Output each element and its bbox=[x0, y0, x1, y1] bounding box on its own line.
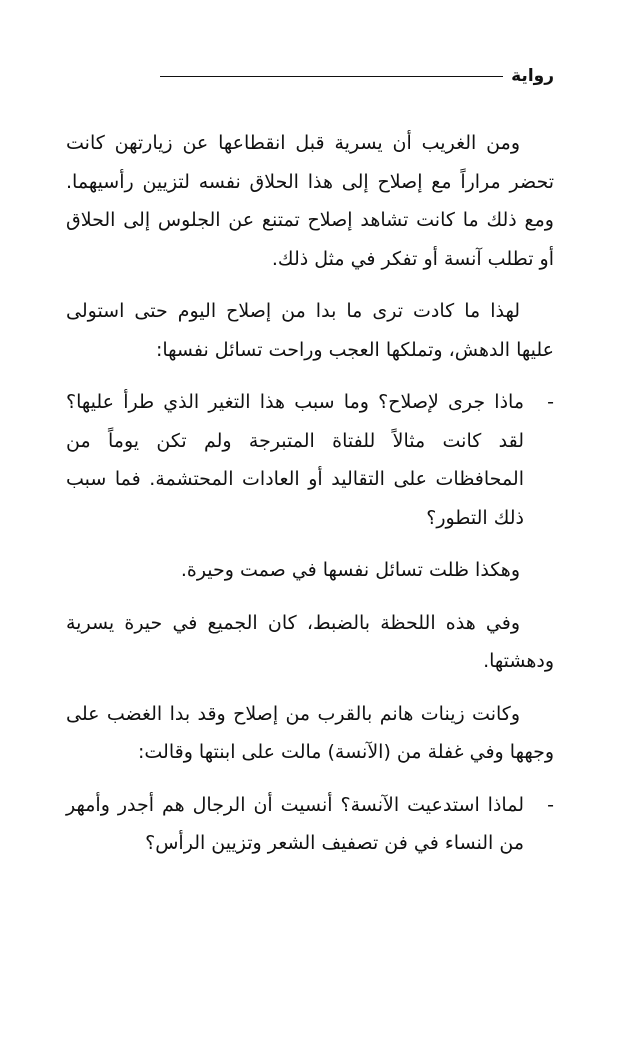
running-header bbox=[160, 62, 554, 90]
dialogue-dash: - bbox=[547, 793, 554, 816]
dialogue-2 bbox=[66, 786, 554, 863]
header-rule bbox=[160, 76, 503, 77]
body-text bbox=[66, 124, 554, 877]
dialogue-text: لماذا استدعيت الآنسة؟ أنسيت أن الرجال هم أجدر وأمهر من النساء في فن تصفيف الشعر وتزيين الرأس؟ bbox=[66, 793, 524, 854]
paragraph-1: ومن الغريب أن يسرية قبل انقطاعها عن زيارتهن كانت تحضر مراراً مع إصلاح إلى هذا الحلاق نفسه لتزيين رأسيهما. ومع ذلك ما كانت تشاهد إصلاح تمتنع عن الجلوس إلى الحلاق أو تطلب آنسة أو تفكر في مثل ذلك. bbox=[66, 132, 554, 270]
dialogue-text: ماذا جرى لإصلاح؟ وما سبب هذا التغير الذي طرأ عليها؟ لقد كانت مثالاً للفتاة المتبرجة ولم تكن يوماً من المحافظات على التقاليد أو العادات المحتشمة. فما سبب ذلك التطور؟ bbox=[66, 391, 524, 529]
paragraph-5: وكانت زينات هانم بالقرب من إصلاح وقد بدا الغضب على وجهها وفي غفلة من (الآنسة) مالت على ابنتها وقالت: bbox=[66, 702, 554, 763]
dialogue-dash: - bbox=[547, 391, 554, 413]
running-title: رواية bbox=[511, 66, 554, 86]
paragraph-4: وفي هذه اللحظة بالضبط، كان الجميع في حيرة يسرية ودهشتها. bbox=[66, 611, 554, 672]
paragraph-3: وهكذا ظلت تسائل نفسها في صمت وحيرة. bbox=[180, 559, 520, 581]
paragraph-2: لهذا ما كادت ترى ما بدا من إصلاح اليوم حتى استولى عليها الدهش، وتملكها العجب وراحت تسائل نفسها: bbox=[66, 300, 554, 361]
dialogue-1 bbox=[66, 383, 554, 537]
